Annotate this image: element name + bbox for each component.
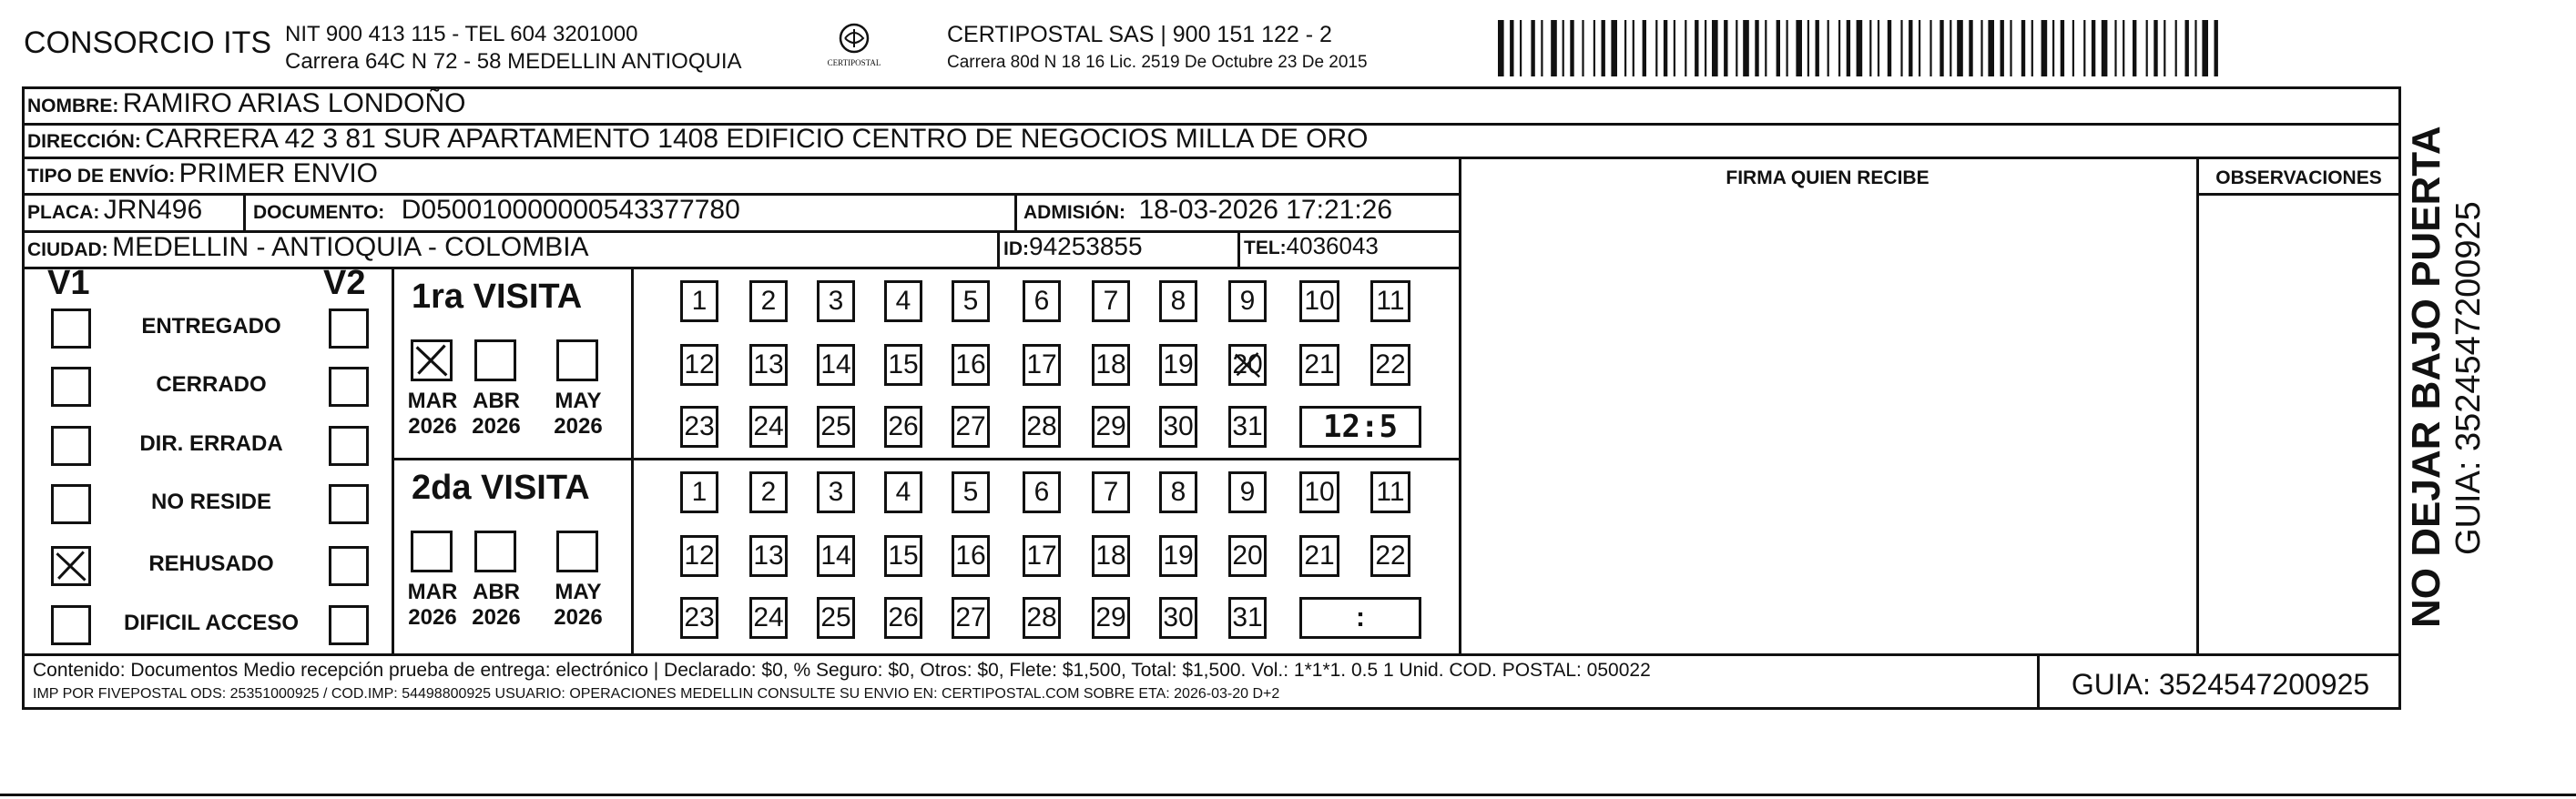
status-label: ENTREGADO (141, 314, 281, 339)
day-box[interactable]: 4 (884, 280, 922, 322)
day-box[interactable]: 1 (680, 471, 718, 513)
status-v1-checkbox[interactable] (51, 546, 91, 586)
month-label: ABR 2026 (472, 389, 521, 439)
barcode (1498, 20, 2222, 76)
tipo-label: TIPO DE ENVÍO: (27, 166, 176, 187)
status-v1-checkbox[interactable] (51, 484, 91, 524)
status-label: NO RESIDE (150, 490, 272, 514)
day-box[interactable]: 25 (817, 406, 855, 448)
day-box[interactable]: 11 (1370, 280, 1410, 322)
month-label: MAY 2026 (554, 580, 603, 630)
day-box[interactable]: 9 (1228, 280, 1267, 322)
day-box[interactable]: 16 (952, 344, 990, 386)
day-box[interactable]: 13 (749, 344, 788, 386)
day-box[interactable]: 27 (952, 597, 990, 639)
day-box[interactable]: 3 (817, 471, 855, 513)
day-box[interactable]: 16 (952, 535, 990, 577)
day-box[interactable]: 12 (680, 344, 718, 386)
cross-mark-icon (1231, 347, 1264, 383)
month-checkbox[interactable] (474, 339, 516, 381)
status-v1-checkbox[interactable] (51, 308, 91, 349)
v2-header: V2 (323, 264, 366, 302)
day-box[interactable]: 25 (817, 597, 855, 639)
ciudad-value: MEDELLIN - ANTIOQUIA - COLOMBIA (112, 232, 589, 262)
documento-value: D050010000000543377780 (401, 195, 740, 225)
day-box[interactable]: 10 (1299, 280, 1339, 322)
day-box[interactable]: 1 (680, 280, 718, 322)
day-box[interactable]: 2 (749, 471, 788, 513)
day-box[interactable]: 30 (1159, 597, 1197, 639)
status-label: DIFICIL ACCESO (123, 611, 299, 635)
day-box[interactable]: 5 (952, 280, 990, 322)
day-box[interactable]: 11 (1370, 471, 1410, 513)
status-v1-checkbox[interactable] (51, 426, 91, 466)
day-box[interactable]: 8 (1159, 471, 1197, 513)
direccion-value: CARRERA 42 3 81 SUR APARTAMENTO 1408 EDIFICIO CENTRO DE NEGOCIOS MILLA DE ORO (145, 124, 1369, 154)
day-box[interactable]: 20 (1228, 344, 1267, 386)
day-box[interactable]: 31 (1228, 597, 1267, 639)
visit-time-box[interactable]: : (1299, 597, 1421, 639)
footer-contenido: Contenido: Documentos Medio recepción prueba de entrega: electrónico | Declarado: $0, % Seguro: $0, Otros: $0, Flete: $1,500, Total: $1,500. Vol.: 1*1*1. 0.5 1 Unid. COD. POSTAL: 050022 (33, 660, 1651, 681)
day-box[interactable]: 26 (884, 597, 922, 639)
day-box[interactable]: 27 (952, 406, 990, 448)
status-label: DIR. ERRADA (139, 431, 283, 456)
side-guia: GUIA: 3524547200925 (2449, 201, 2488, 555)
day-box[interactable]: 29 (1092, 406, 1130, 448)
day-box[interactable]: 30 (1159, 406, 1197, 448)
direccion-label: DIRECCIÓN: (27, 131, 141, 152)
side-no-dejar: NO DEJAR BAJO PUERTA (2404, 126, 2449, 628)
day-box[interactable]: 26 (884, 406, 922, 448)
day-box[interactable]: 18 (1092, 344, 1130, 386)
day-box[interactable]: 15 (884, 344, 922, 386)
day-box[interactable]: 28 (1023, 406, 1061, 448)
company-address: Carrera 64C N 72 - 58 MEDELLIN ANTIOQUIA (285, 49, 742, 74)
id-cell: ID:94253855 (1003, 232, 1143, 260)
company-name: CONSORCIO ITS (24, 25, 272, 60)
placa-value: JRN496 (103, 195, 203, 225)
tel-value: 4036043 (1286, 232, 1379, 259)
month-checkbox[interactable] (474, 531, 516, 572)
nombre-label: NOMBRE: (27, 96, 119, 116)
admision-value: 18-03-2026 17:21:26 (1138, 195, 1393, 225)
day-box[interactable]: 7 (1092, 471, 1130, 513)
day-box[interactable]: 22 (1370, 344, 1410, 386)
day-box[interactable]: 21 (1299, 344, 1339, 386)
month-label: MAR 2026 (407, 580, 458, 630)
month-label: MAY 2026 (554, 389, 603, 439)
nit-line: NIT 900 413 115 - TEL 604 3201000 (285, 22, 638, 46)
placa-cell: PLACA: JRN496 (27, 195, 203, 225)
day-box[interactable]: 18 (1092, 535, 1130, 577)
status-v2-checkbox[interactable] (329, 426, 369, 466)
day-box[interactable]: 24 (749, 597, 788, 639)
day-box[interactable]: 12 (680, 535, 718, 577)
day-box[interactable]: 14 (817, 344, 855, 386)
visit-title: 1ra VISITA (412, 278, 583, 316)
month-checkbox[interactable] (411, 339, 453, 381)
status-v2-checkbox[interactable] (329, 367, 369, 407)
status-v2-checkbox[interactable] (329, 605, 369, 645)
documento-cell: DOCUMENTO: D050010000000543377780 (253, 195, 740, 225)
tel-cell: TEL:4036043 (1244, 232, 1379, 259)
footer-guia: GUIA: 3524547200925 (2071, 668, 2370, 701)
day-box[interactable]: 6 (1023, 280, 1061, 322)
month-label: ABR 2026 (472, 580, 521, 630)
day-box[interactable]: 22 (1370, 535, 1410, 577)
footer-imp: IMP POR FIVEPOSTAL ODS: 25351000925 / COD.IMP: 54498800925 USUARIO: OPERACIONES MEDELLIN CONSULTE SU ENVIO EN: CERTIPOSTAL.COM SOBRE ETA: 2026-03-20 D+2 (33, 686, 1280, 702)
day-box[interactable]: 17 (1023, 535, 1061, 577)
tipo-value: PRIMER ENVIO (178, 158, 379, 188)
day-box[interactable]: 19 (1159, 535, 1197, 577)
day-box[interactable]: 21 (1299, 535, 1339, 577)
day-box[interactable]: 20 (1228, 535, 1267, 577)
status-v2-checkbox[interactable] (329, 546, 369, 586)
observaciones-label: OBSERVACIONES (2215, 167, 2382, 188)
day-box[interactable]: 31 (1228, 406, 1267, 448)
firma-label: FIRMA QUIEN RECIBE (1726, 167, 1929, 188)
day-box[interactable]: 19 (1159, 344, 1197, 386)
v1-header: V1 (47, 264, 90, 302)
status-label: CERRADO (156, 372, 267, 397)
day-box[interactable]: 29 (1092, 597, 1130, 639)
visit-time-box[interactable]: 12:5 (1299, 406, 1421, 448)
day-box[interactable]: 17 (1023, 344, 1061, 386)
admision-cell: ADMISIÓN: 18-03-2026 17:21:26 (1023, 195, 1393, 225)
nombre-value: RAMIRO ARIAS LONDOÑO (122, 88, 466, 118)
month-label: MAR 2026 (407, 389, 458, 439)
day-box[interactable]: 23 (680, 406, 718, 448)
month-checkbox[interactable] (411, 531, 453, 572)
visit-title: 2da VISITA (412, 469, 590, 507)
direccion-row (27, 124, 1368, 155)
status-v1-checkbox[interactable] (51, 605, 91, 645)
day-box[interactable]: 10 (1299, 471, 1339, 513)
day-box[interactable]: 3 (817, 280, 855, 322)
status-label: REHUSADO (148, 551, 274, 576)
day-box[interactable]: 14 (817, 535, 855, 577)
status-v2-checkbox[interactable] (329, 484, 369, 524)
day-box[interactable]: 24 (749, 406, 788, 448)
day-box[interactable]: 2 (749, 280, 788, 322)
nombre-row (27, 88, 466, 119)
month-checkbox[interactable] (556, 339, 598, 381)
status-v1-checkbox[interactable] (51, 367, 91, 407)
day-box[interactable]: 13 (749, 535, 788, 577)
day-box[interactable]: 8 (1159, 280, 1197, 322)
status-v2-checkbox[interactable] (329, 308, 369, 349)
tipo-envio-row (27, 158, 378, 189)
day-box[interactable]: 7 (1092, 280, 1130, 322)
certipostal-address: Carrera 80d N 18 16 Lic. 2519 De Octubre 23 De 2015 (947, 53, 1368, 72)
day-box[interactable]: 15 (884, 535, 922, 577)
id-value: 94253855 (1029, 232, 1143, 260)
month-checkbox[interactable] (556, 531, 598, 572)
certipostal-name: CERTIPOSTAL SAS | 900 151 122 - 2 (947, 22, 1332, 47)
day-box[interactable]: 23 (680, 597, 718, 639)
day-box[interactable]: 5 (952, 471, 990, 513)
day-box[interactable]: 9 (1228, 471, 1267, 513)
signature-area[interactable] (1462, 193, 2194, 652)
certipostal-logo: CERTIPOSTAL (827, 22, 881, 69)
day-box[interactable]: 4 (884, 471, 922, 513)
ciudad-cell: CIUDAD: MEDELLIN - ANTIOQUIA - COLOMBIA (27, 232, 589, 262)
day-box[interactable]: 28 (1023, 597, 1061, 639)
observaciones-area[interactable] (2200, 196, 2399, 652)
day-box[interactable]: 6 (1023, 471, 1061, 513)
